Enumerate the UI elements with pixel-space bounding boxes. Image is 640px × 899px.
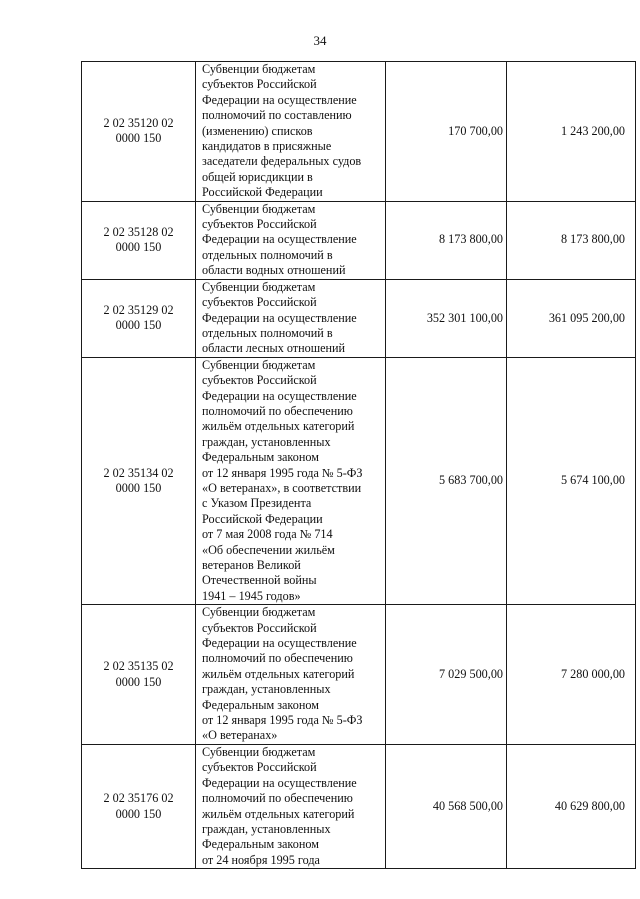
- revenue-name-line: общей юрисдикции в: [202, 169, 313, 184]
- revenue-name-line: субъектов Российской: [202, 295, 317, 310]
- budget-code-cell: [82, 357, 196, 605]
- budget-code-line: 0000 150: [115, 480, 162, 495]
- table-row: [82, 744, 636, 868]
- budget-code-line: 2 02 35128 02: [103, 224, 174, 239]
- revenue-name-line: жильём отдельных категорий: [202, 666, 355, 681]
- revenue-name-line: Субвенции бюджетам: [202, 201, 316, 216]
- revenue-name-line: Федерации на осуществление: [202, 388, 357, 403]
- budget-code-line: 2 02 35134 02: [103, 465, 174, 480]
- amount-second-year-cell: 8 173 800,00: [507, 201, 636, 279]
- revenue-name-line: полномочий по обеспечению: [202, 403, 353, 418]
- revenue-name-line: с Указом Президента: [202, 496, 312, 511]
- table-row: [82, 357, 636, 605]
- revenue-name-line: от 12 января 1995 года № 5-ФЗ: [202, 465, 363, 480]
- budget-code-line: 2 02 35176 02: [103, 791, 174, 806]
- budget-code-line: 0000 150: [115, 318, 162, 333]
- revenue-name-line: Федерации на осуществление: [202, 310, 357, 325]
- revenue-name-line: Субвенции бюджетам: [202, 279, 316, 294]
- budget-table: [81, 61, 636, 869]
- revenue-name-line: субъектов Российской: [202, 217, 317, 232]
- revenue-name-line: Отечественной войны: [202, 573, 317, 588]
- revenue-name-line: «Об обеспечении жильём: [202, 542, 335, 557]
- revenue-name-line: ветеранов Великой: [202, 558, 301, 572]
- revenue-name-line: граждан, установленных: [202, 821, 331, 836]
- revenue-name-line: субъектов Российской: [202, 77, 317, 92]
- revenue-name-line: Федерации на осуществление: [202, 636, 357, 651]
- revenue-name-line: отдельных полномочий в: [202, 247, 333, 262]
- budget-code-line: 0000 150: [115, 240, 162, 255]
- revenue-name-line: полномочий по обеспечению: [202, 791, 353, 806]
- amount-second-year-cell: 361 095 200,00: [507, 279, 636, 357]
- revenue-name-line: Субвенции бюджетам: [202, 357, 316, 372]
- budget-code-line: 2 02 35129 02: [103, 302, 174, 317]
- amount-first-year-cell: 40 568 500,00: [386, 744, 507, 868]
- budget-code-line: 0000 150: [115, 131, 162, 146]
- revenue-name-line: Федеральным законом: [202, 697, 319, 712]
- revenue-name-line: от 24 ноября 1995 года: [202, 852, 320, 867]
- revenue-name-line: граждан, установленных: [202, 682, 331, 697]
- budget-code-line: 2 02 35135 02: [103, 659, 174, 674]
- revenue-name-line: от 12 января 1995 года № 5-ФЗ: [202, 713, 363, 728]
- revenue-name-cell: [196, 62, 386, 202]
- amount-first-year-cell: 170 700,00: [386, 62, 507, 202]
- table-row: [82, 605, 636, 745]
- revenue-name-line: субъектов Российской: [202, 373, 317, 388]
- amount-first-year-cell: 5 683 700,00: [386, 357, 507, 605]
- revenue-name-line: субъектов Российской: [202, 620, 317, 635]
- revenue-name-line: области лесных отношений: [202, 341, 346, 356]
- revenue-name-line: Российской Федерации: [202, 511, 323, 526]
- revenue-name-line: Федеральным законом: [202, 450, 319, 465]
- amount-second-year-cell: 40 629 800,00: [507, 744, 636, 868]
- revenue-name-line: (изменению) списков: [202, 123, 313, 138]
- table-row: [82, 279, 636, 357]
- revenue-name-cell: [196, 279, 386, 357]
- amount-second-year-cell: 5 674 100,00: [507, 357, 636, 605]
- revenue-name-line: области водных отношений: [202, 263, 346, 278]
- revenue-name-line: Субвенции бюджетам: [202, 744, 316, 759]
- amount-first-year-cell: 352 301 100,00: [386, 279, 507, 357]
- amount-second-year-cell: 7 280 000,00: [507, 605, 636, 745]
- revenue-name-line: «О ветеранах»: [202, 728, 278, 743]
- revenue-name-line: заседатели федеральных судов: [202, 154, 362, 169]
- revenue-name-line: полномочий по составлению: [202, 108, 352, 123]
- revenue-name-line: субъектов Российской: [202, 760, 317, 775]
- revenue-name-line: Российской Федерации: [202, 185, 323, 200]
- amount-first-year-cell: 7 029 500,00: [386, 605, 507, 745]
- budget-code-cell: [82, 62, 196, 202]
- revenue-name-cell: [196, 357, 386, 605]
- revenue-name-line: жильём отдельных категорий: [202, 806, 355, 821]
- revenue-name-line: Федерации на осуществление: [202, 775, 357, 790]
- revenue-name-line: Федерации на осуществление: [202, 232, 357, 247]
- revenue-name-line: Субвенции бюджетам: [202, 62, 316, 76]
- revenue-name-line: отдельных полномочий в: [202, 325, 333, 340]
- budget-code-cell: [82, 605, 196, 745]
- revenue-name-cell: [196, 201, 386, 279]
- revenue-name-cell: [196, 744, 386, 868]
- revenue-name-line: Федеральным законом: [202, 837, 319, 852]
- budget-code-line: 0000 150: [115, 674, 162, 689]
- budget-code-line: 0000 150: [115, 806, 162, 821]
- page-number: 34: [313, 33, 327, 48]
- revenue-name-line: полномочий по обеспечению: [202, 651, 353, 666]
- budget-table-body: [82, 62, 636, 869]
- revenue-name-line: граждан, установленных: [202, 434, 331, 449]
- revenue-name-line: от 7 мая 2008 года № 714: [202, 527, 333, 542]
- revenue-name-line: Субвенции бюджетам: [202, 605, 316, 620]
- budget-code-cell: [82, 201, 196, 279]
- revenue-name-line: жильём отдельных категорий: [202, 419, 355, 434]
- revenue-name-line: кандидатов в присяжные: [202, 139, 332, 154]
- table-row: [82, 201, 636, 279]
- table-row: [82, 62, 636, 202]
- budget-code-cell: [82, 744, 196, 868]
- revenue-name-line: «О ветеранах», в соответствии: [202, 480, 362, 495]
- revenue-name-cell: [196, 605, 386, 745]
- amount-second-year-cell: 1 243 200,00: [507, 62, 636, 202]
- budget-code-line: 2 02 35120 02: [103, 115, 174, 130]
- revenue-name-line: 1941 – 1945 годов»: [202, 588, 301, 603]
- revenue-name-line: Федерации на осуществление: [202, 92, 357, 107]
- budget-code-cell: [82, 279, 196, 357]
- amount-first-year-cell: 8 173 800,00: [386, 201, 507, 279]
